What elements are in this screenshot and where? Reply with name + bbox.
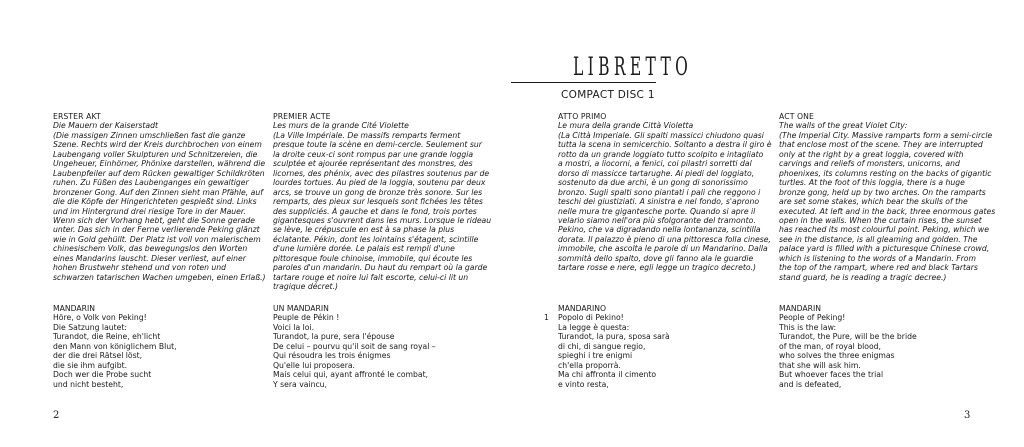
act-heading: ATTO PRIMO [558, 112, 607, 121]
song-lines [779, 313, 1001, 389]
description-line: eines Mandarins lauscht. Dieser verliest, auf einer [53, 253, 246, 263]
description-line: ruhen. Zu Füßen des Laubenganges ein gewaltiger [53, 178, 249, 188]
song-line: of the man, of royal blood, [779, 341, 882, 351]
description-line: die die Köpfe der Hingerichteten gespießt sind. Links [53, 197, 257, 207]
speaker-name: MANDARIN [779, 304, 822, 313]
song-french [273, 304, 495, 389]
song-line: La legge è questa: [558, 322, 630, 332]
description-line: that enclose most of the scene. They are interrupted [779, 140, 983, 150]
description-line: pittoresque foule chinoise, immobile, qui écoute les [273, 253, 473, 263]
compact-disc-subtitle: COMPACT DISC 1 [561, 89, 655, 101]
description-line: tragique décret.) [273, 282, 339, 292]
song-line: ch'ella proporrà. [558, 360, 621, 370]
description-line: arcs, se trouve un gong de bronze très sonore. Sur les [273, 187, 483, 197]
description-line: teschi dei giustiziati. A sinistra e nel fondo, s'aprono [558, 197, 760, 207]
description-line: presque toute la scène en demi-cercle. Seulement sur [273, 140, 482, 150]
description-line: open in the walls. When the curtain rises, the sunset [779, 215, 982, 225]
description-line: immobile, che ascolta le parole di un Mandarino. Dalla [558, 244, 768, 254]
description-line: hohen Brustwehr stehend und von roten und [53, 263, 227, 273]
description-line: schwarzen tatarischen Wachen umgeben, einen Erlaß.) [53, 272, 266, 282]
description-line: tartare rouge et noire lui fait escorte, celui-ci lit un [273, 272, 469, 282]
description-line: only at the right by a great loggia, covered with [779, 149, 964, 159]
description-line: dorata. Il palazzo è pieno di una pittoresca folla cinese, [558, 234, 771, 244]
song-line: Qui résoudra les trois énigmes [273, 351, 391, 361]
description-line: bronze gong, held up by two arches. On the ramparts [779, 187, 986, 197]
song-line: Turandot, die Reine, eh'licht [53, 332, 161, 342]
song-line: Doch wer die Probe sucht [53, 370, 152, 380]
song-line: Die Satzung lautet: [53, 322, 128, 332]
description-line: tartare rosse e nere, egli legge un tragico decreto.) [558, 263, 757, 273]
stage-description [779, 131, 1001, 282]
description-line: Wenn sich der Vorhang hebt, geht die Sonne gerade [53, 215, 255, 225]
song-line: der die drei Rätsel löst, [53, 351, 143, 361]
song-line: Peuple de Pékin ! [273, 313, 340, 323]
song-italian [558, 304, 780, 389]
description-line: wie in Gold gehüllt. Der Platz ist voll von malerischem [53, 234, 261, 244]
description-line: executed. At left and in the back, three enormous gates [779, 206, 996, 216]
song-line: und nicht besteht, [53, 379, 124, 389]
song-line: Voici la loi. [273, 322, 315, 332]
description-line: phoenixes, its columns resting on the backs of gigantic [779, 168, 992, 178]
song-line: But whoever faces the trial [779, 370, 884, 380]
song-line: This is the law: [779, 322, 837, 332]
song-line: People of Peking! [779, 313, 846, 323]
song-lines [273, 313, 495, 389]
description-line: sculptée et ajourée représentant des monstres, des [273, 159, 473, 169]
scene-subheading: Les murs de la grande Cité Violette [273, 121, 409, 131]
song-line: and is defeated, [779, 379, 842, 389]
stage-direction-french [273, 112, 495, 292]
act-heading: ERSTER AKT [53, 112, 101, 121]
song-line: e vinto resta, [558, 379, 609, 389]
scene-subheading: The walls of the great Violet City: [779, 121, 908, 131]
description-line: sommità dello spalto, dove gli fanno ala le guardie [558, 253, 754, 263]
description-line: nelle mura tre gigantesche porte. Quando si apre il [558, 206, 756, 216]
speaker-name: MANDARINO [558, 304, 607, 313]
song-line: Turandot, la pure, sera l'épouse [273, 332, 395, 342]
description-line: stand guard, he is reading a tragic decree.) [779, 272, 947, 282]
description-line: éclatante. Pékin, dont les lointains s'étagent, scintille [273, 234, 479, 244]
speaker-name: MANDARIN [53, 304, 96, 313]
song-line: die sie ihm aufgibt. [53, 360, 128, 370]
song-line: den Mann von königlichem Blut, [53, 341, 177, 351]
song-lines [558, 313, 780, 389]
page-number-left: 2 [53, 410, 60, 421]
description-line: has reached its most colourful point. Peking, which we [779, 225, 989, 235]
description-line: Ungeheuer, Einhörner, Phönixe darstellen, während die [53, 159, 266, 169]
stage-direction-italian [558, 112, 780, 273]
song-line: Mais celui qui, ayant affronté le combat, [273, 370, 429, 380]
description-line: la droite ceux-ci sont rompus par une grande loggia [273, 149, 474, 159]
song-line: Ma chi affronta il cimento [558, 370, 657, 380]
description-line: (The Imperial City. Massive ramparts form a semi-circle [779, 130, 993, 140]
stage-direction-english [779, 112, 1001, 282]
description-line: paroles d'un mandarin. Du haut du rempart où la garde [273, 263, 488, 273]
description-line: bronzo. Sugli spalti sono piantati i pali che reggono i [558, 187, 761, 197]
song-line: di chi, di sangue regio, [558, 341, 646, 351]
song-line: spieghi i tre enigmi [558, 351, 633, 361]
page-number-right: 3 [964, 410, 971, 421]
description-line: rotto da un grande loggiato tutto scolpito e intagliato [558, 149, 764, 159]
description-line: sostenuto da due archi, è un gong di sonorissimo [558, 178, 748, 188]
description-line: d'une lumière dorée. Le palais est rempli d'une [273, 244, 455, 254]
scene-subheading: Le mura della grande Città Violetta [558, 121, 694, 131]
description-line: lourdes tortues. Au pied de la loggia, soutenu par deux [273, 178, 486, 188]
description-line: (Die massigen Zinnen umschließen fast die ganze [53, 130, 246, 140]
description-line: und im Hintergrund drei riesige Tore in der Mauer. [53, 206, 246, 216]
description-line: the top of the rampart, where red and black Tartars [779, 263, 978, 273]
song-line: Höre, o Volk von Peking! [53, 313, 147, 323]
description-line: tutta la scena in semicerchio. Soltanto a destra il giro è [558, 140, 772, 150]
speaker-name: UN MANDARIN [273, 304, 329, 313]
description-line: Pekino, che va digradando nella lontananza, scintilla [558, 225, 761, 235]
libretto-title: LIBRETTO [573, 52, 693, 81]
description-line: are set some stakes, which bear the skulls of the [779, 197, 968, 207]
song-line: Turandot, the Pure, will be the bride [779, 332, 917, 342]
description-line: Laubengang voller Skulpturen und Schnitzereien, die [53, 149, 258, 159]
description-line: (La Ville Impériale. De massifs remparts ferment [273, 130, 461, 140]
song-line: Y sera vaincu, [273, 379, 328, 389]
description-line: see in the distance, is all gleaming and golden. The [779, 234, 978, 244]
description-line: carvings and reliefs of monsters, unicorns, and [779, 159, 960, 169]
song-line: that she will ask him. [779, 360, 861, 370]
description-line: Szene. Rechts wird der Kreis durchbrochen von einem [53, 140, 262, 150]
description-line: palace yard is filled with a picturesque Chinese crowd, [779, 244, 990, 254]
description-line: se lève, le crépuscule en est à sa phase la plus [273, 225, 455, 235]
song-german [53, 304, 275, 389]
song-line: who solves the three enigmas [779, 351, 895, 361]
song-lines [53, 313, 275, 389]
act-heading: ACT ONE [779, 112, 814, 121]
description-line: licornes, des phénix, avec des pilastres soutenus par de [273, 168, 490, 178]
description-line: velario siamo nell'ora più sfolgorante del tramonto. [558, 215, 756, 225]
track-number: 1 [544, 313, 549, 322]
song-line: Popolo di Pekino! [558, 313, 624, 323]
act-heading: PREMIER ACTE [273, 112, 331, 121]
description-line: a mostri, a liocorni, a fenici, coi pilastri sorretti dal [558, 159, 752, 169]
description-line: Laubenpfeiler auf dem Rücken gewaltiger Schildkröten [53, 168, 265, 178]
description-line: bronzener Gong. Auf den Zinnen sieht man Pfähle, auf [53, 187, 263, 197]
stage-description [558, 131, 780, 273]
description-line: unter. Das sich in der Ferne verlierende Peking glänzt [53, 225, 260, 235]
stage-description [53, 131, 275, 282]
song-english [779, 304, 1001, 389]
title-rule [511, 82, 656, 83]
song-line: Turandot, la pura, sposa sarà [558, 332, 670, 342]
stage-description [273, 131, 495, 292]
song-line: Qu'elle lui proposera. [273, 360, 356, 370]
scene-subheading: Die Mauern der Kaiserstadt [53, 121, 158, 131]
description-line: (La Città Imperiale. Gli spalti massicci chiudono quasi [558, 130, 764, 140]
description-line: chinesischem Volk, das bewegungslos den Worten [53, 244, 248, 254]
song-line: De celui – pourvu qu'il soit de sang royal – [273, 341, 436, 351]
description-line: gigantesques s'ouvrent dans les murs. Lorsque le rideau [273, 215, 492, 225]
description-line: turtles. At the foot of this loggia, there is a huge [779, 178, 965, 188]
stage-direction-german [53, 112, 275, 282]
description-line: remparts, des pieux sur lesquels sont fichées les têtes [273, 197, 483, 207]
description-line: des suppliciés. À gauche et dans le fond, trois portes [273, 206, 477, 216]
description-line: dorso di massicce tartarughe. Ai piedi del loggiato, [558, 168, 755, 178]
description-line: which is listening to the words of a Mandarin. From [779, 253, 976, 263]
